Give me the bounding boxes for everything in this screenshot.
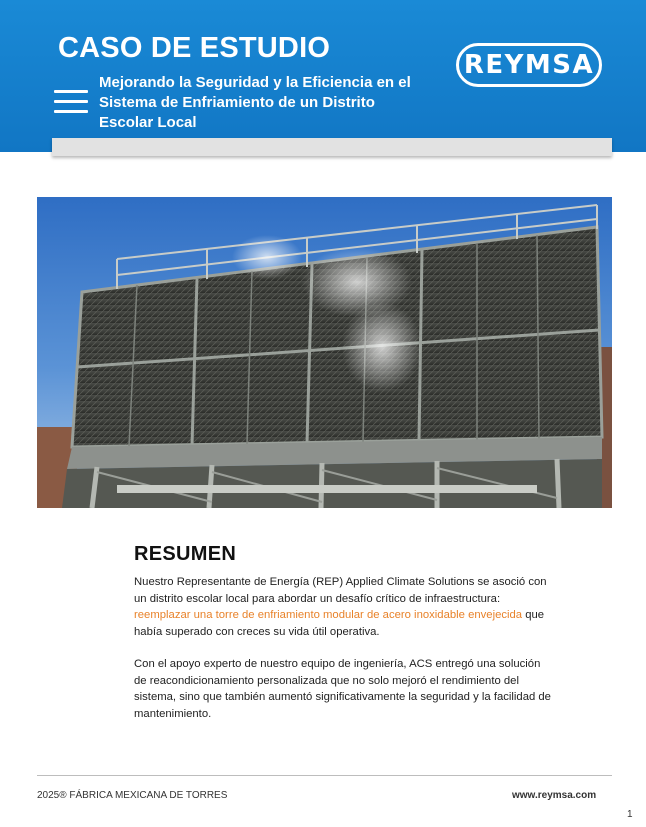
footer-copyright: 2025® FÁBRICA MEXICANA DE TORRES <box>37 790 228 801</box>
menu-icon[interactable] <box>54 90 88 114</box>
cooling-tower-photo <box>37 197 612 508</box>
summary-paragraph-1: Nuestro Representante de Energía (REP) Applied Climate Solutions se asoció con un distrito escolar local para abordar un desafío crítico de infraestructura: reemplazar una torre de enfriamiento modular de acero inoxidable envejecida que había superado con creces su vida útil operativa. <box>134 576 547 638</box>
reymsa-logo: REYMSA <box>456 43 602 87</box>
highlighted-text: reemplazar una torre de enfriamiento modular de acero inoxidable envejecida <box>134 609 523 622</box>
header-banner <box>0 0 646 152</box>
page-title: CASO DE ESTUDIO <box>58 32 331 64</box>
footer-website-link[interactable]: www.reymsa.com <box>512 790 597 801</box>
page-number: 1 <box>627 809 633 820</box>
summary-paragraph-2: Con el apoyo experto de nuestro equipo de ingeniería, ACS entregó una solución de reacondicionamiento personalizada que no solo mejoró el rendimiento del sistema, sino que también aumentó significativamente la seguridad y la facilidad de mantenimiento. <box>134 658 551 720</box>
page-subtitle: Mejorando la Seguridad y la Eficiencia en el Sistema de Enfriamiento de un Distrito Escolar Local <box>99 74 411 131</box>
header-divider-strip <box>52 138 612 156</box>
summary-heading: RESUMEN <box>134 543 237 565</box>
footer-divider <box>37 775 612 776</box>
